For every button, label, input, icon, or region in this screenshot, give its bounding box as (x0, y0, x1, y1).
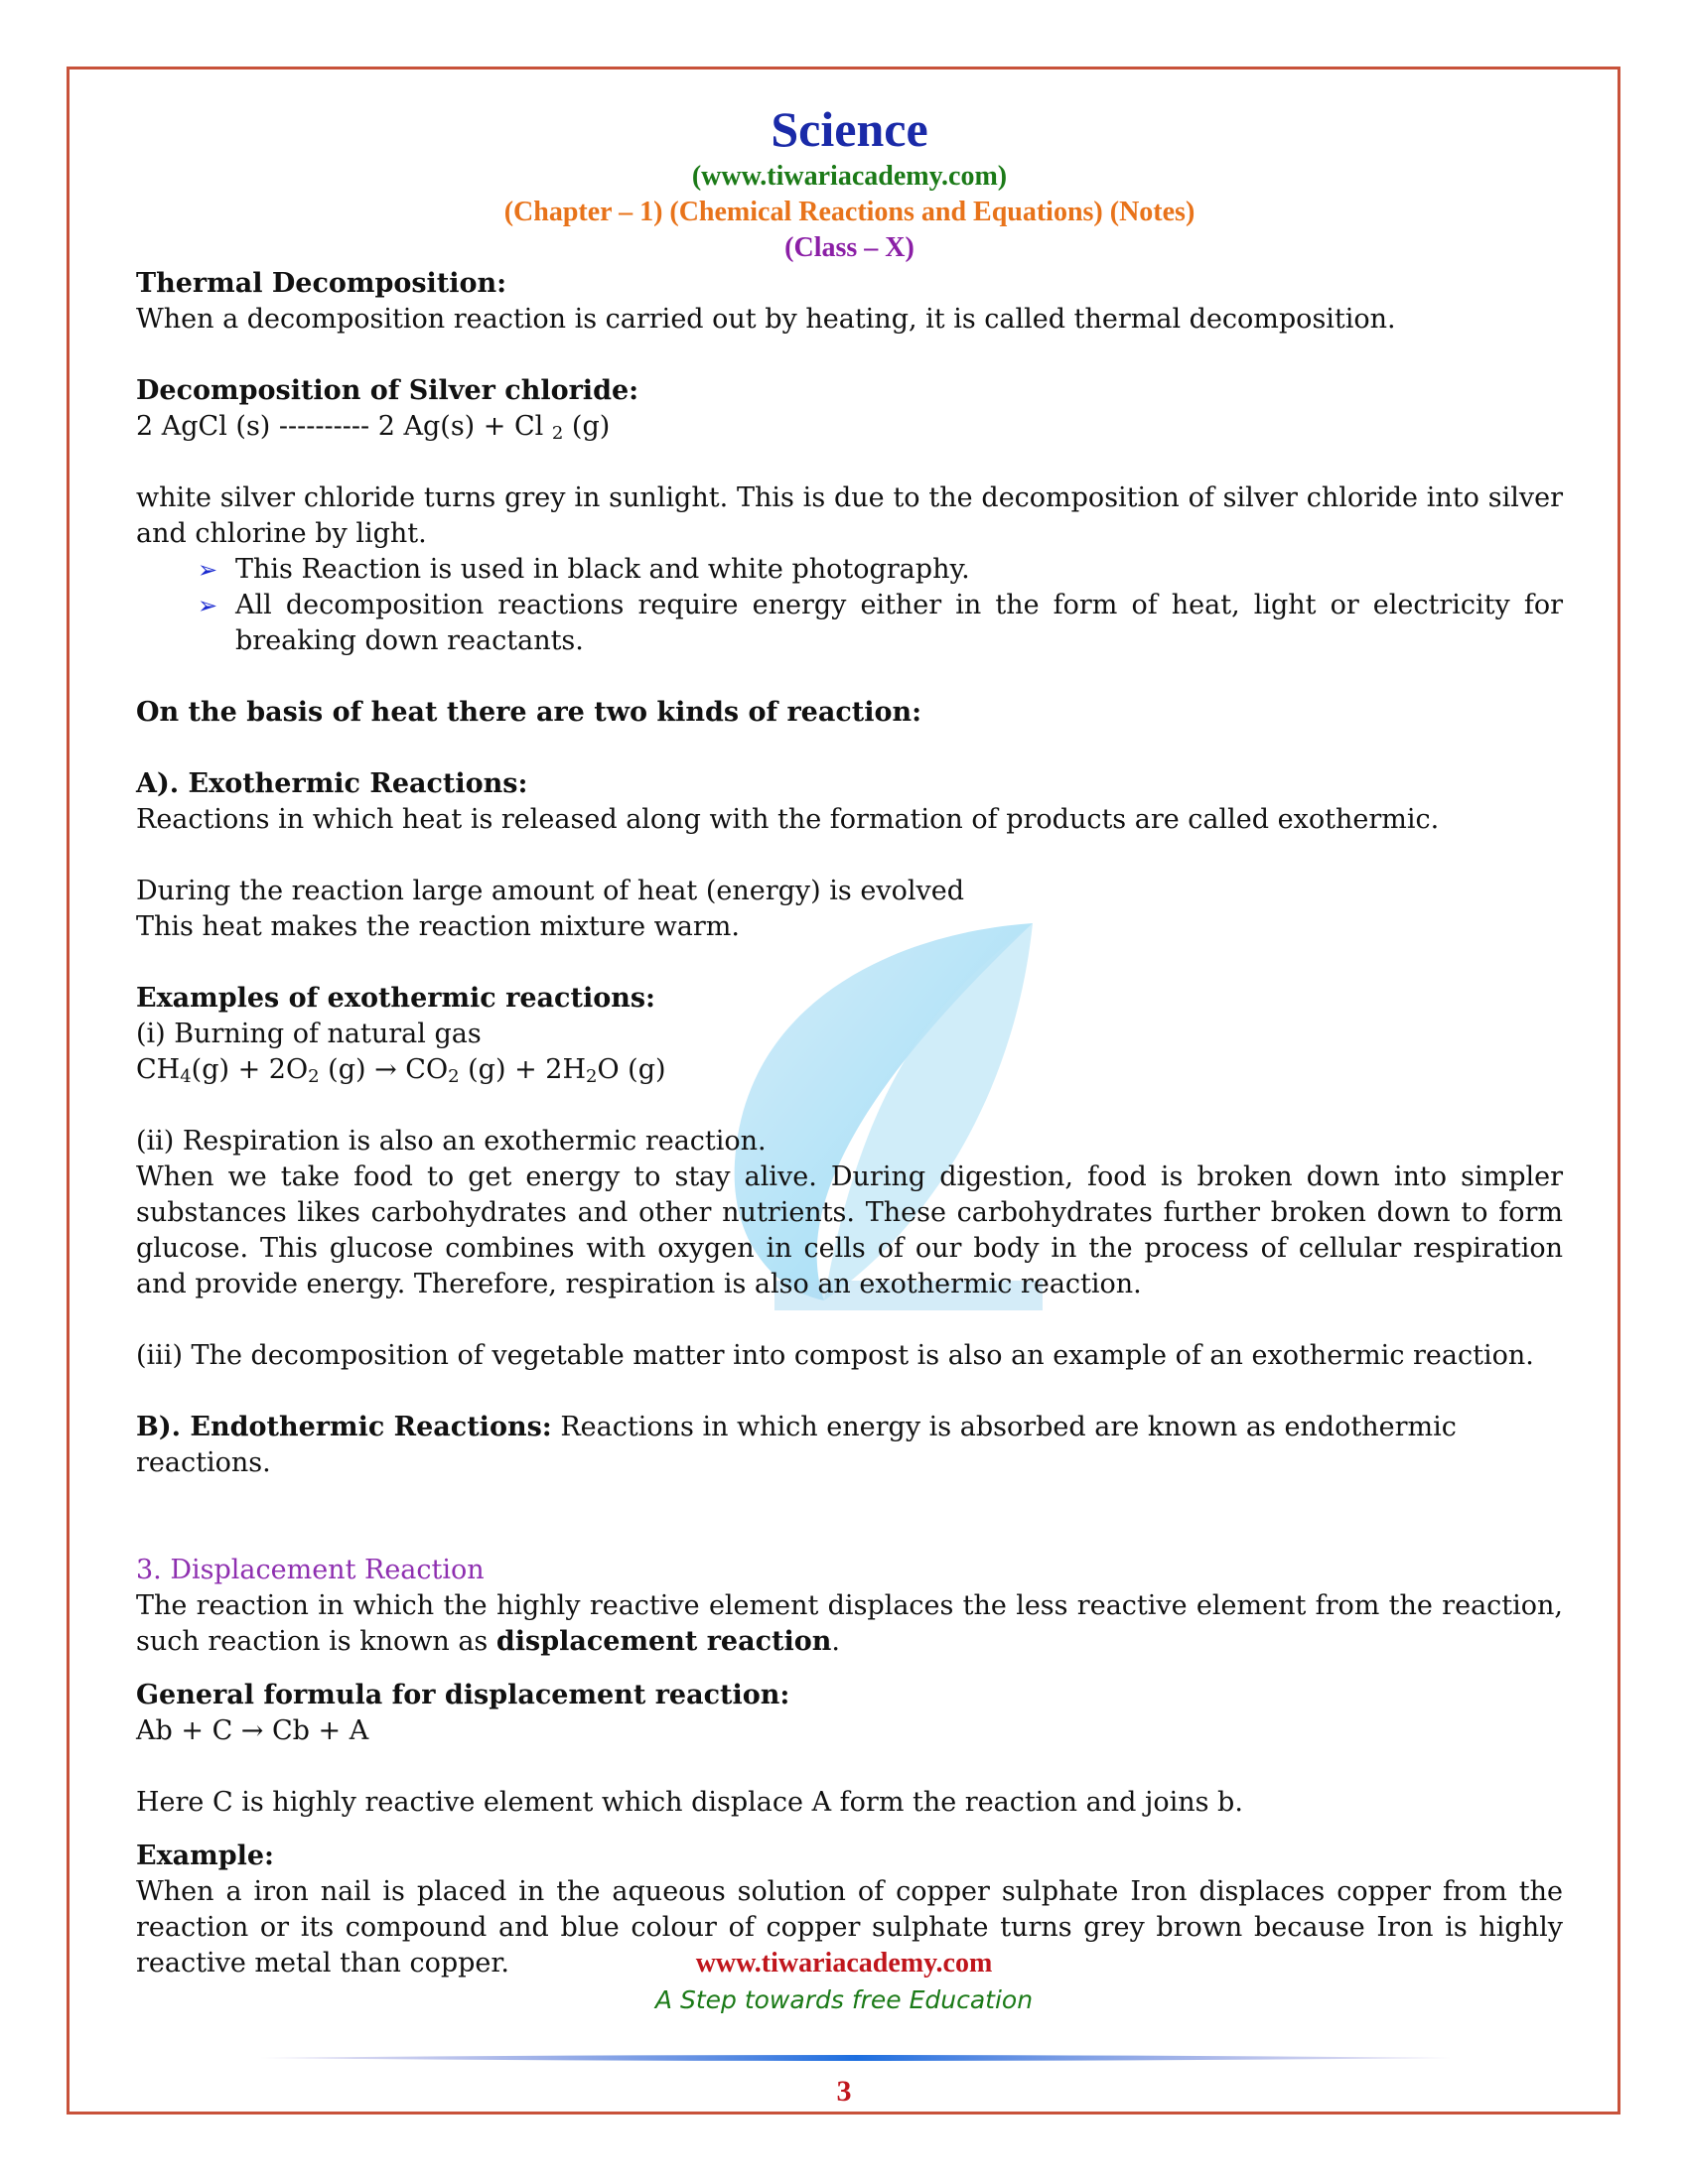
footer-tagline: A Step towards free Education (654, 1985, 1034, 2014)
page-number: 3 (836, 2075, 852, 2108)
displacement-text: The reaction in which the highly reactive element displaces the less reactive element from the reaction, such reaction is known as displacement reaction. (136, 1590, 1563, 1657)
arrow-bullet-icon: ➢ (198, 592, 218, 619)
heat-heading: On the basis of heat there are two kinds of reaction: (136, 697, 922, 728)
silver-equation: 2 AgCl (s) ---------- 2 Ag(s) + Cl $_2$ (g) (136, 411, 611, 444)
formula-heading: General formula for displacement reaction: (136, 1680, 790, 1710)
silver-text: white silver chloride turns grey in sunlight. This is due to the decomposition of silver chloride into silver and chlorine by light. (136, 482, 1563, 549)
respiration-text: When we take food to get energy to stay alive. During digestion, food is broken down into simpler substances likes carbohydrates and other nutrients. These carbohydrates further broken down to form glucose. This glucose combines with oxygen in cells of our body in the process of cellular respiration and provide energy. Therefore, respiration is also an exothermic reaction. (136, 1161, 1563, 1299)
endothermic-paragraph: B). Endothermic Reactions: Reactions in which energy is absorbed are known as endothermic reactions. (136, 1412, 1457, 1478)
list-item: ➢ This Reaction is used in black and white photography. (198, 552, 1563, 588)
exothermic-line-1: During the reaction large amount of heat (energy) is evolved (136, 876, 964, 906)
displacement-heading: 3. Displacement Reaction (136, 1555, 485, 1585)
arrow-bullet-icon: ➢ (198, 556, 218, 584)
footer-divider (260, 2054, 1452, 2062)
notes-content (136, 99, 1563, 1981)
exothermic-definition: Reactions in which heat is released along with the formation of products are called exothermic. (136, 804, 1440, 835)
example-2: (ii) Respiration is also an exothermic reaction. (136, 1126, 767, 1157)
silver-bullets (136, 552, 1563, 659)
exothermic-line-2: This heat makes the reaction mixture warm. (136, 911, 740, 942)
endothermic-heading: B). Endothermic Reactions: (136, 1412, 552, 1442)
header-class: (Class – X) (784, 232, 914, 263)
list-item: ➢ All decomposition reactions require energy either in the form of heat, light or electricity for breaking down reactants. (198, 590, 1563, 656)
methane-equation: $CH_4(g) + 2O_2$ $(g) \to CO_2$ $(g) + 2H_2O$ (g) (136, 1054, 666, 1087)
example-1: (i) Burning of natural gas (136, 1019, 482, 1049)
example-text: When a iron nail is placed in the aqueous solution of copper sulphate Iron displaces copper from the reaction or its compound and blue colour of copper sulphate turns grey brown because Iron is highly reactive metal than copper. (136, 1876, 1563, 1979)
thermal-text: When a decomposition reaction is carried out by heating, it is called thermal decomposition. (136, 304, 1396, 335)
footer-site-link[interactable]: www.tiwariacademy.com (695, 1948, 993, 1979)
exothermic-heading: A). Exothermic Reactions: (136, 768, 528, 799)
examples-heading: Examples of exothermic reactions: (136, 983, 656, 1014)
header-site: (www.tiwariacademy.com) (691, 161, 1008, 192)
formula-explanation: Here C is highly reactive element which displace A form the reaction and joins b. (136, 1787, 1243, 1818)
silver-heading: Decomposition of Silver chloride: (136, 375, 639, 406)
page-title: Science (771, 101, 928, 157)
page-header (136, 99, 1563, 266)
example-heading: Example: (136, 1841, 275, 1871)
general-formula: Ab + C → Cb + A (136, 1715, 369, 1746)
thermal-heading: Thermal Decomposition: (136, 268, 507, 299)
header-chapter: (Chapter – 1) (Chemical Reactions and Equations) (Notes) (503, 197, 1196, 227)
example-3: (iii) The decomposition of vegetable matter into compost is also an example of an exothermic reaction. (136, 1340, 1534, 1371)
